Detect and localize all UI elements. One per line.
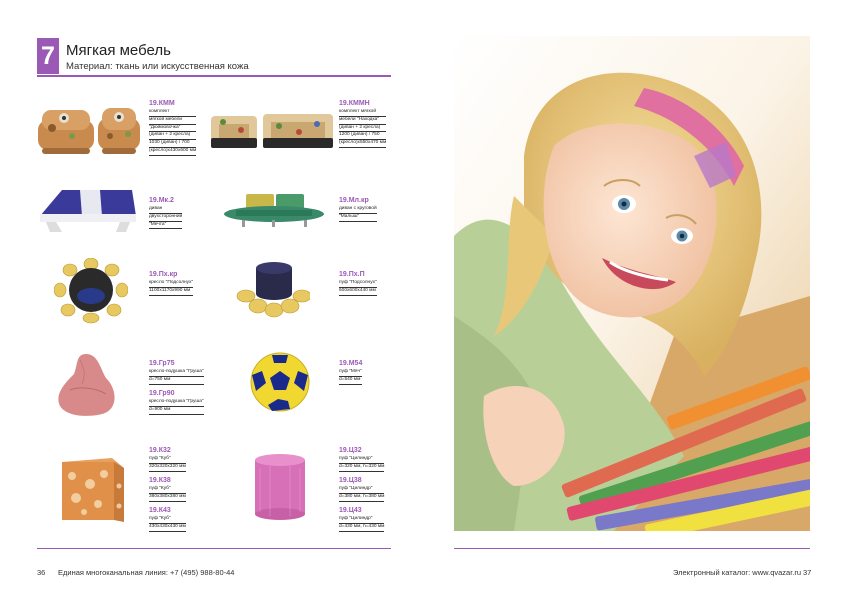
product-code: 19.Пх.П: [339, 271, 365, 278]
product-code: 19.Мк.2: [149, 197, 174, 204]
sofa-set-duymovochka-image: [36, 104, 144, 158]
product-code: 19.К43: [149, 507, 171, 514]
page-subtitle: Материал: ткань или искусственная кожа: [66, 61, 249, 72]
product-code: 19.Мл.кр: [339, 197, 369, 204]
product-description: диван с круговой "Малыш": [339, 206, 377, 222]
product-description: пуф "Цилиндр" d=320 мм, h=320 мм: [339, 456, 384, 472]
product-code: 19.Ц43: [339, 507, 362, 514]
product-code: 19.Ц38: [339, 477, 362, 484]
right-page: [421, 0, 842, 595]
pouf-ball-image: [248, 351, 312, 413]
header-divider: [37, 75, 391, 77]
product-description: пуф "Подсолнух" 600х600х440 мм: [339, 280, 377, 296]
beanbag-grusha-image: [56, 350, 120, 418]
product-description: кресло-подушка "Груша" d=750 мм: [149, 369, 204, 385]
product-description: диван двухсторонний "Мечта": [149, 206, 182, 229]
armchair-sunflower-image: [54, 258, 128, 324]
product-description: комплект мягкой мебели "Находка" (диван + 2 кресла) 1200 (диван) / 750 (кресло)х550х470 мм: [339, 109, 386, 148]
product-code: 19.Гр75: [149, 360, 175, 367]
product-code: 19.М54: [339, 360, 363, 367]
phone-line: Единая многоканальная линия: +7 (495) 988-80-44: [58, 568, 235, 577]
pouf-cylinder-image: [252, 452, 308, 522]
product-description: пуф "Куб" 380х380х380 мм: [149, 486, 186, 502]
product-code: 19.К32: [149, 447, 171, 454]
page-number-right: 37: [803, 568, 812, 577]
pouf-cube-image: [56, 452, 130, 526]
product-description: кресло-подушка "Груша" d=900 мм: [149, 399, 204, 415]
section-number-badge: 7: [37, 38, 59, 74]
sofa-set-nakhodka-image: [209, 108, 335, 152]
product-description: пуф "Куб" 430х430х430 мм: [149, 516, 186, 532]
product-code: 19.Пх.кр: [149, 271, 178, 278]
product-code: 19.КММН: [339, 100, 370, 107]
child-with-crayons-photo: [454, 36, 810, 531]
product-code: 19.К38: [149, 477, 171, 484]
product-description: пуф "Мяч" d=540 мм: [339, 369, 362, 385]
sofa-malysh-image: [222, 192, 326, 228]
product-description: пуф "Цилиндр" d=430 мм, h=430 мм: [339, 516, 384, 532]
catalog-link[interactable]: Электронный каталог: www.qvazar.ru: [673, 568, 802, 577]
product-code: 19.Гр90: [149, 390, 175, 397]
pouf-sunflower-image: [236, 258, 310, 318]
product-code: 19.Ц32: [339, 447, 362, 454]
footer-divider: [37, 548, 391, 549]
product-description: пуф "Цилиндр" d=380 мм, h=380 мм: [339, 486, 384, 502]
product-description: пуф "Куб" 320х320х320 мм: [149, 456, 186, 472]
product-description: комплект мягкой мебели "Дюймовочка" (диван + 2 кресла) 1030 (диван) / 700 (кресло)х430х600 мм: [149, 109, 196, 156]
footer-divider: [454, 548, 810, 549]
product-description: кресло "Подсолнух" 1100х1170х990 мм: [149, 280, 193, 296]
page-title: Мягкая мебель: [66, 42, 171, 59]
product-code: 19.КММ: [149, 100, 175, 107]
page-number-left: 36: [37, 568, 46, 577]
sofa-mechta-image: [36, 186, 140, 234]
